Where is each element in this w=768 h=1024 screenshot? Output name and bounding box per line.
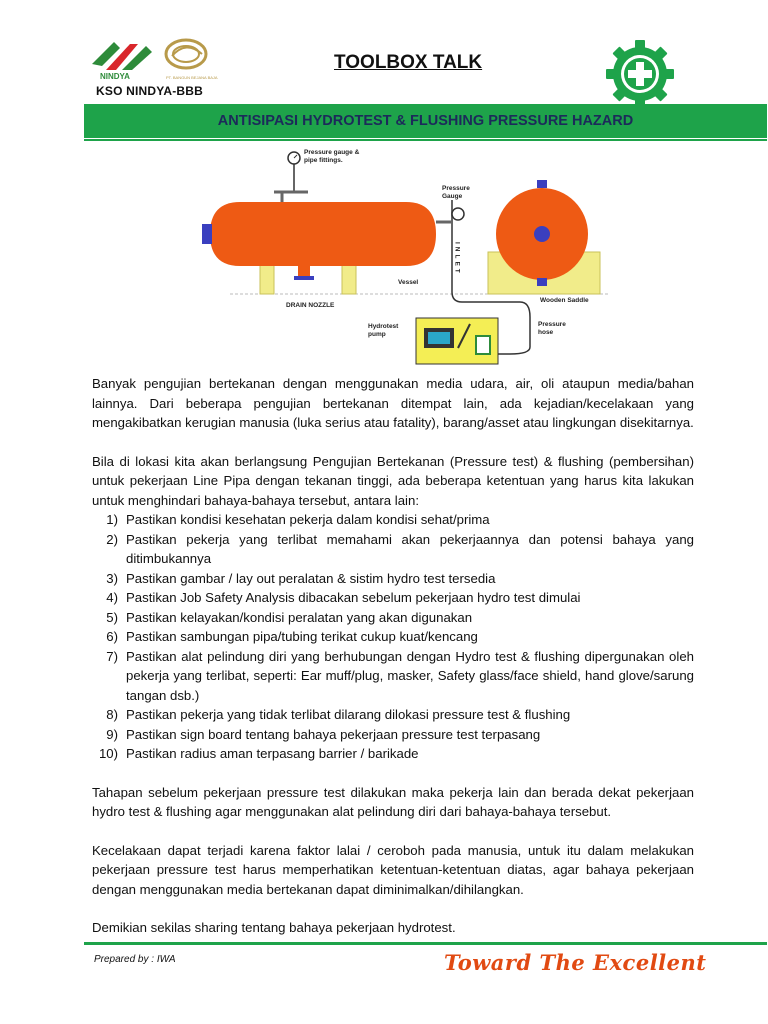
list-item: 6) Pastikan sambungan pipa/tubing terikat cukup kuat/kencang xyxy=(106,629,478,644)
banner-underline xyxy=(84,139,767,141)
list-item: 1) Pastikan kondisi kesehatan pekerja dalam kondisi sehat/prima xyxy=(106,512,490,527)
svg-text:Vessel: Vessel xyxy=(398,279,419,286)
tagline: Toward The Excellent xyxy=(444,950,707,975)
page-title: TOOLBOX TALK xyxy=(334,52,483,73)
intro-paragraph: Bila di lokasi kita akan berlangsung Pengujian Bertekanan (Pressure test) & flushing (pembersihan) untuk pekerjaan Line Pipa dengan tekanan tinggi, ada beberapa ketentuan yang harus kita lakukan untuk menghindari bahaya-bahaya tersebut, antara lain: xyxy=(92,453,694,508)
svg-text:pump: pump xyxy=(368,331,386,338)
list-item: 2) Pastikan pekerja yang terlibat memahami akan pekerjaannya dan potensi bahaya yang ditimbukannya xyxy=(106,531,694,566)
horizontal-vessel xyxy=(202,152,436,294)
svg-text:Hydrotest: Hydrotest xyxy=(368,323,399,330)
topic-banner xyxy=(84,104,767,138)
svg-text:Gauge: Gauge xyxy=(442,193,463,200)
safety-checklist xyxy=(92,510,694,764)
safety-gear-icon xyxy=(604,38,676,110)
svg-text:Wooden Saddle: Wooden Saddle xyxy=(540,297,589,304)
svg-text:PT. BANGUN BEJANA BAJA: PT. BANGUN BEJANA BAJA xyxy=(166,75,218,80)
list-item: 10) Pastikan radius aman terpasang barrier / barikade xyxy=(98,746,419,761)
svg-text:Pressure: Pressure xyxy=(442,185,470,192)
body-content xyxy=(92,374,694,957)
svg-text:hose: hose xyxy=(538,329,554,336)
bbb-logo xyxy=(166,40,218,80)
svg-text:INLET: INLET xyxy=(453,242,461,276)
svg-text:Pressure gauge &: Pressure gauge & xyxy=(304,149,360,156)
banner-title: ANTISIPASI HYDROTEST & FLUSHING PRESSURE HAZARD xyxy=(217,113,634,129)
list-item: 9) Pastikan sign board tentang bahaya pekerjaan pressure test terpasang xyxy=(106,726,541,742)
svg-text:DRAIN NOZZLE: DRAIN NOZZLE xyxy=(286,302,335,309)
nindya-logo xyxy=(92,42,152,81)
organization-name: KSO NINDYA-BBB xyxy=(96,84,204,98)
list-item: 8) Pastikan pekerja yang tidak terlibat dilarang dilokasi pressure test & flushing xyxy=(106,707,571,722)
hydrotest-pump xyxy=(416,318,498,364)
prepared-by: Prepared by : IWA xyxy=(94,954,176,965)
vessel-end-view xyxy=(488,180,600,294)
list-item: 7) Pastikan alat pelindung diri yang berhubungan dengan Hydro test & flushing dipergunakan oleh pekerja yang terlibat, seperti: Ear muff/plug, masker, Safety glass/face shield, hand glove/sarung tangan dsb.) xyxy=(106,648,694,703)
outro-paragraph: Tahapan sebelum pekerjaan pressure test dilakukan maka pekerja lain dan berada dekat pekerjaan hydro test & flushing agar menggunakan alat pelindung diri dari bahaya-bahaya tersebut. xyxy=(92,784,694,819)
svg-text:pipe fittings.: pipe fittings. xyxy=(304,157,343,164)
closing-paragraph: Demikian sekilas sharing tentang bahaya pekerjaan hydrotest. xyxy=(92,920,456,935)
list-item: 4) Pastikan Job Safety Analysis dibacakan sebelum pekerjaan hydro test dimulai xyxy=(106,590,581,605)
list-item: 3) Pastikan gambar / lay out peralatan & sistim hydro test tersedia xyxy=(106,570,496,586)
outro-paragraph: Kecelakaan dapat terjadi karena faktor lalai / ceroboh pada manusia, untuk itu dalam melakukan pekerjaan pressure test harus memperhatikan ketentuan-ketentuan diatas, agar bahaya pekerjaan dengan menggunakan media bertekanan dapat diminimalkan/dihilangkan. xyxy=(92,842,694,897)
intro-paragraph: Banyak pengujian bertekanan dengan menggunakan media udara, air, oli ataupun media/bahan lainnya. Dari beberapa pengujian bertekanan ditempat lain, ada kejadian/kecelakaan yang mengakibatkan kerugian manusia (luka serius atau fatality), barang/asset atau lingkungan disekitarnya. xyxy=(92,376,694,430)
svg-text:Pressure: Pressure xyxy=(538,321,566,328)
list-item: 5) Pastikan kelayakan/kondisi peralatan yang akan digunakan xyxy=(106,609,473,625)
svg-text:NINDYA: NINDYA xyxy=(100,72,130,81)
hydrotest-diagram xyxy=(190,142,630,374)
footer-divider xyxy=(84,942,767,945)
